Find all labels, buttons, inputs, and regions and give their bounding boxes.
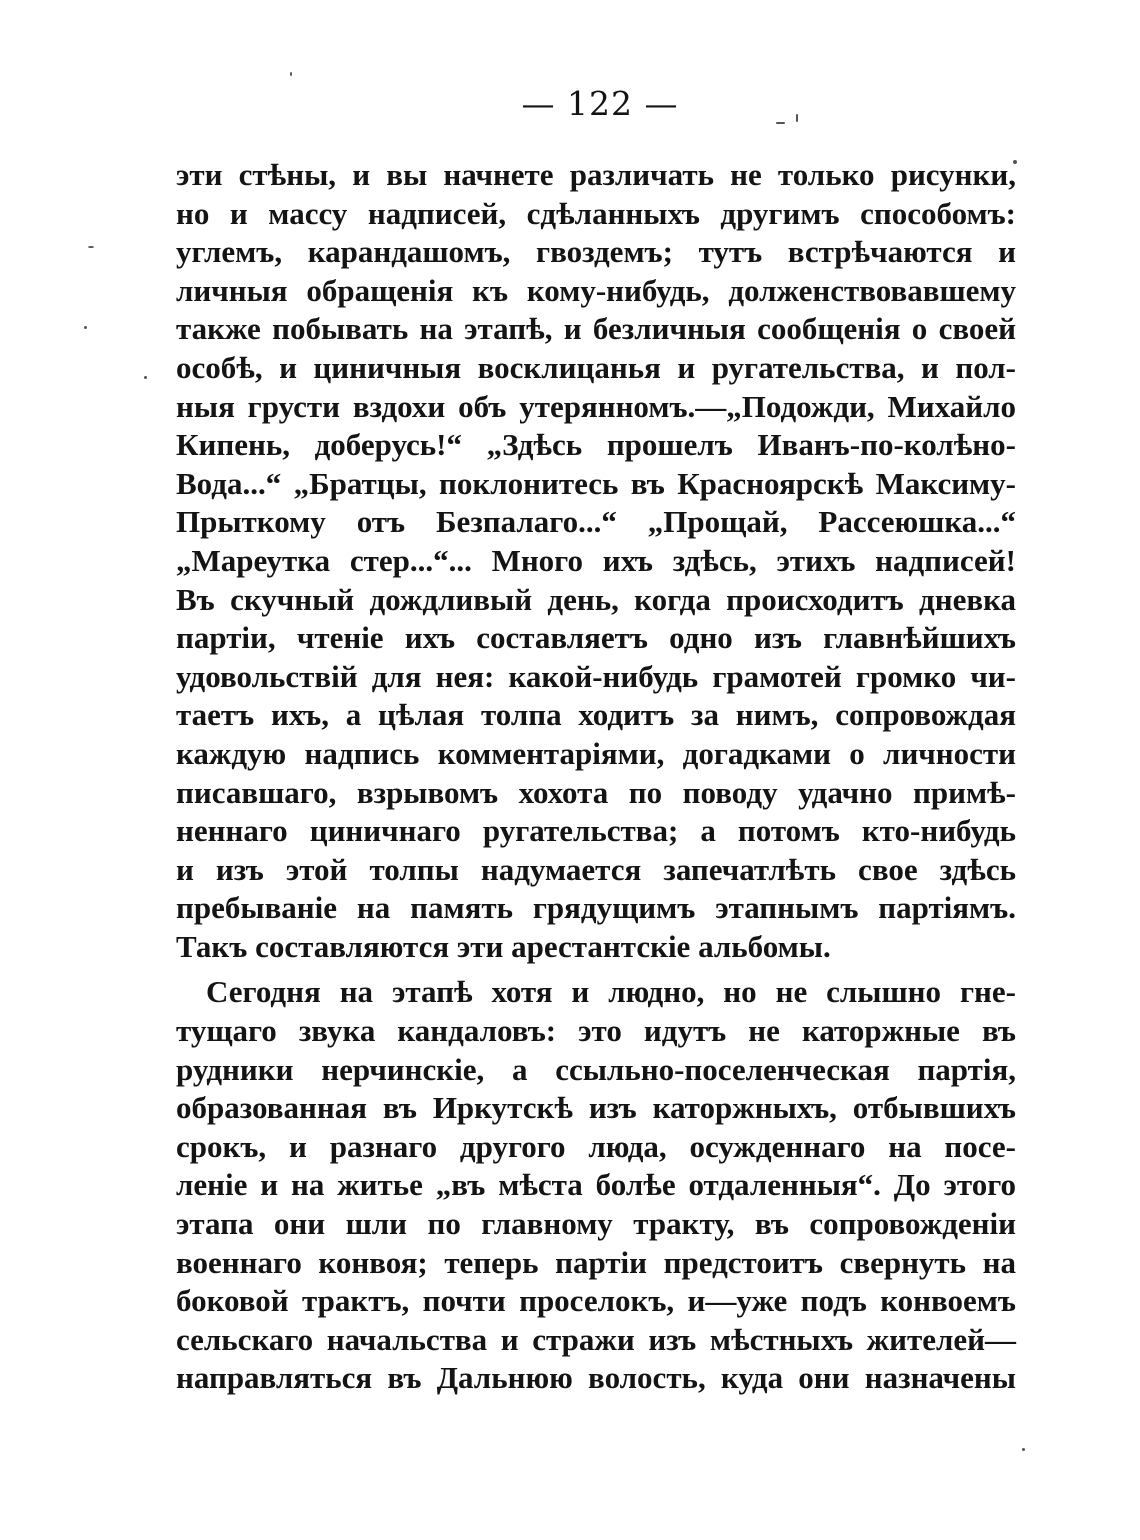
page-number: — 122 —	[521, 84, 679, 123]
text-line: неннаго циничнаго ругательства; а потомъ кто-нибудь	[176, 813, 1016, 849]
text-line: Кипень, доберусь!“ „Здѣсь прошелъ Иванъ-по-колѣно-	[176, 427, 1016, 463]
text-line: ныя грусти вздохи объ утерянномъ.—„Подожди, Михайло	[176, 388, 1016, 424]
text-line: партіи, чтеніе ихъ составляетъ одно изъ главнѣйшихъ	[176, 620, 1016, 656]
text-line: и изъ этой толпы надумается запечатлѣть свое здѣсь	[176, 851, 1016, 887]
text-line: углемъ, карандашомъ, гвоздемъ; тутъ встрѣчаются и	[176, 234, 1016, 270]
text-line: этапа они шли по главному тракту, въ сопровожденіи	[176, 1206, 1016, 1242]
text-line: эти стѣны, и вы начнете различать не только рисунки,	[176, 157, 1016, 192]
text-line: Прыткому отъ Безпалаго...“ „Прощай, Рассеюшка...“	[176, 504, 1016, 540]
text-line: Въ скучный дождливый день, когда происходитъ дневка	[176, 581, 1016, 617]
text-line: таетъ ихъ, а цѣлая толпа ходитъ за нимъ, сопровождая	[176, 697, 1016, 733]
paragraph-gap	[176, 966, 1016, 973]
text-line: образованная въ Иркутскѣ изъ каторжныхъ, отбывшихъ	[176, 1090, 1016, 1126]
text-line: леніе и на житье „въ мѣста болѣе отдаленныя“. До этого	[176, 1167, 1016, 1203]
text-line: удовольствій для нея: какой-нибудь грамотей громко чи-	[176, 658, 1016, 694]
text-line: направляться въ Дальнюю волость, куда они назначены	[176, 1360, 1016, 1396]
text-line: тущаго звука кандаловъ: это идутъ не каторжные въ	[176, 1013, 1016, 1049]
text-line: пребываніе на память грядущимъ этапнымъ партіямъ.	[176, 890, 1016, 926]
text-line: личныя обращенія къ кому-нибудь, долженствовавшему	[176, 272, 1016, 308]
text-line: но и массу надписей, сдѣланныхъ другимъ способомъ:	[176, 195, 1016, 231]
text-line: рудники нерчинскіе, а ссыльно-поселенческая партія,	[176, 1051, 1016, 1087]
text-line: Такъ составляются эти арестантскіе альбомы.	[176, 928, 831, 964]
text-line: сельскаго начальства и стражи изъ мѣстныхъ жителей—	[176, 1321, 1016, 1357]
text-line: срокъ, и разнаго другого люда, осужденнаго на посе-	[176, 1128, 1016, 1164]
scan-speck	[1022, 1448, 1025, 1451]
text-line: также побывать на этапѣ, и безличныя сообщенія о своей	[176, 311, 1016, 347]
text-line: писавшаго, взрывомъ хохота по поводу удачно примѣ-	[176, 774, 1016, 810]
scan-speck	[84, 326, 87, 329]
scan-speck	[144, 376, 147, 379]
body-text	[176, 156, 1016, 1398]
text-line: Вода...“ „Братцы, поклонитесь въ Красноярскѣ Максиму-	[176, 465, 1016, 501]
text-line: каждую надпись комментаріями, догадками о личности	[176, 735, 1016, 771]
scan-speck	[290, 72, 292, 76]
text-line: особѣ, и циничныя восклицанья и ругательства, и пол-	[176, 349, 1016, 385]
text-line: Сегодня на этапѣ хотя и людно, но не слышно гне-	[206, 974, 1016, 1010]
text-line: боковой трактъ, почти проселокъ, и—уже подъ конвоемъ	[176, 1283, 1016, 1319]
text-line: военнаго конвоя; теперь партіи предстоитъ свернуть на	[176, 1244, 1016, 1280]
text-line: „Мареутка стер...“... Много ихъ здѣсь, этихъ надписей!	[176, 542, 1016, 578]
scan-speck	[88, 246, 94, 248]
